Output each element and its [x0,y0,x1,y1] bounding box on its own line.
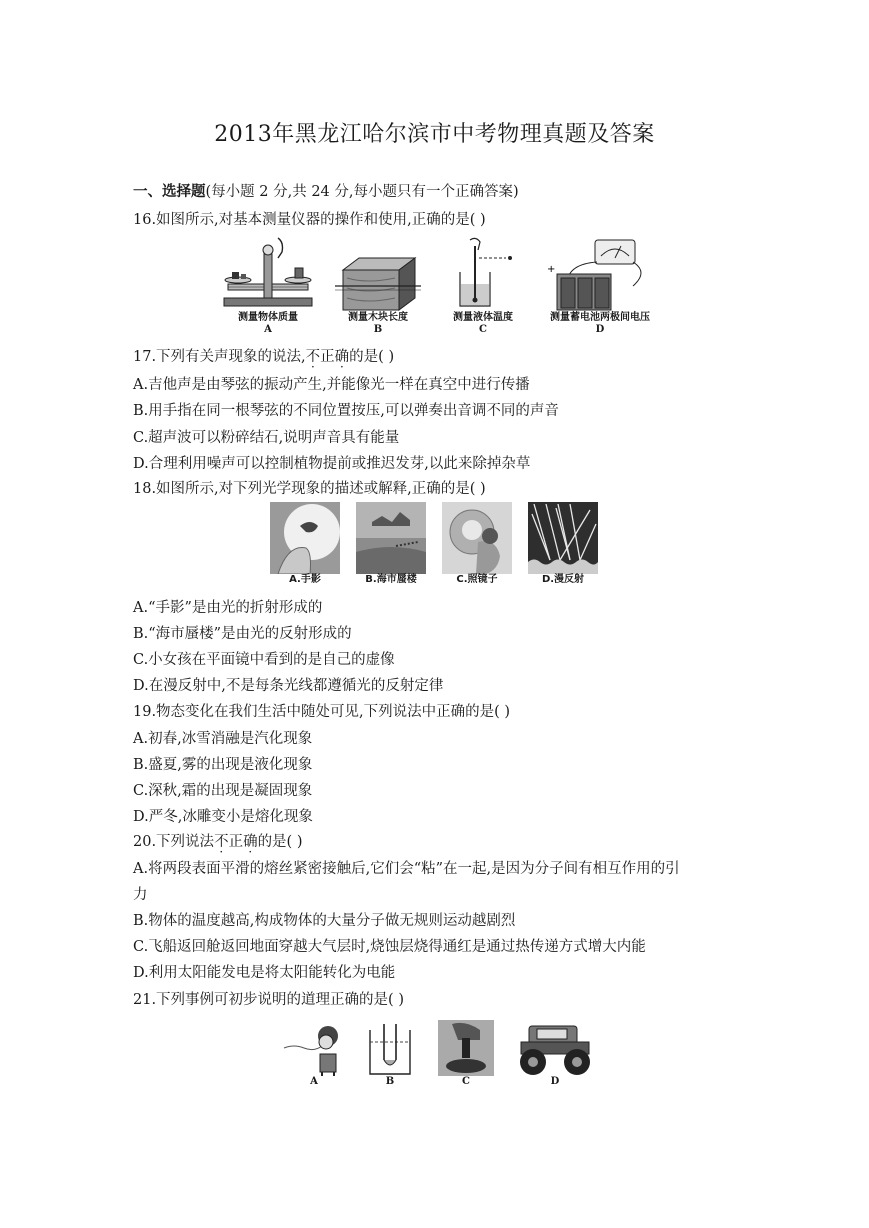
svg-text:+: + [547,264,556,275]
q18-figure-a [268,502,342,586]
q18-caption-a: A.手影 [289,574,321,585]
q17-stem: 17.下列有关声现象的说法,不正确的是( ) [133,349,395,365]
q18-caption-c: C.照镜子 [456,574,498,585]
q18-figure-d [526,502,600,586]
q16-figure-d [542,236,658,335]
q18-caption-b: B.海市蜃楼 [365,574,417,585]
q18-figure-c [440,502,514,586]
thermometer-beaker-icon [448,236,518,312]
q20-option-d: D.利用太阳能发电是将太阳能转化为电能 [133,965,396,981]
q18-figures [268,502,600,586]
q18-option-c: C.小女孩在平面镜中看到的是自己的虚像 [133,652,395,668]
voltmeter-battery-icon [545,236,655,312]
q21-stem: 21.下列事例可初步说明的道理正确的是( ) [133,992,404,1008]
section-note: (每小题 2 分,共 24 分,每小题只有一个正确答案) [205,184,519,200]
q21-figures [282,1020,600,1087]
q21-figure-c [434,1020,498,1087]
q19-option-a: A.初春,冰雪消融是汽化现象 [133,731,313,747]
q20-option-a: A.将两段表面平滑的熔丝紧密接触后,它们会“粘”在一起,是因为分子间有相互作用的引 [133,861,680,877]
q16-letter-b: B [373,324,383,335]
page-title: 2013年黑龙江哈尔滨市中考物理真题及答案 [214,122,655,147]
q16-letter-c: C [479,324,487,335]
q16-figure-c [438,236,528,335]
q18-caption-d: D.漫反射 [541,574,585,585]
q18-option-b: B.“海市蜃楼”是由光的反射形成的 [133,626,352,642]
q20-option-b: B.物体的温度越高,构成物体的大量分子做无规则运动越剧烈 [133,913,516,929]
q20-option-c: C.飞船返回舱返回地面穿越大气层时,烧蚀层烧得通红是通过热传递方式增大内能 [133,939,646,955]
balance-scale-icon [218,236,318,312]
q16-letter-a: A [264,324,272,335]
q16-caption-a: 测量物体质量 [238,312,298,323]
q16-stem: 16.如图所示,对基本测量仪器的操作和使用,正确的是( ) [133,212,486,228]
mirage-photo-icon [356,502,426,574]
q20-option-a-cont: 力 [133,887,148,903]
emphasis-dot-char: 确 [243,834,258,850]
q16-figure-a [218,236,318,335]
q19-option-b: B.盛夏,雾的出现是液化现象 [133,757,313,773]
q19-option-c: C.深秋,霜的出现是凝固现象 [133,783,313,799]
section-heading [133,180,519,201]
q18-option-d: D.在漫反射中,不是每条光线都遵循光的反射定律 [133,678,444,694]
q21-letter-b: B [385,1076,395,1087]
q21-figure-d [510,1020,600,1087]
q16-figure-b [328,236,428,335]
monster-truck-icon [511,1020,599,1076]
emphasis-dot-char: 不 [214,834,229,850]
section-label: 一、选择题 [133,183,206,200]
q20-stem: 20.下列说法不正确的是( ) [133,834,303,850]
q16-letter-d: D [595,324,605,335]
q19-option-d: D.严冬,冰雕变小是熔化现象 [133,809,313,825]
q17-option-a: A.吉他声是由琴弦的振动产生,并能像光一样在真空中进行传播 [133,377,530,393]
q17-option-c: C.超声波可以粉碎结石,说明声音具有能量 [133,430,400,446]
q19-stem: 19.物态变化在我们生活中随处可见,下列说法中正确的是( ) [133,704,511,720]
boy-blowing-icon [282,1020,346,1076]
q21-letter-a: A [310,1076,318,1087]
emphasis-dot-char: 确 [334,349,350,365]
mirror-girl-photo-icon [442,502,512,574]
hand-shadow-photo-icon [270,502,340,574]
ruler-block-icon [333,236,423,312]
q21-letter-d: D [550,1076,560,1087]
q21-letter-c: C [462,1076,470,1087]
q17-option-d: D.合理利用噪声可以控制植物提前或推迟发芽,以此来除掉杂草 [133,456,531,472]
q18-stem: 18.如图所示,对下列光学现象的描述或解释,正确的是( ) [133,481,486,497]
q16-caption-c: 测量液体温度 [453,312,513,323]
q16-caption-b: 测量木块长度 [348,312,408,323]
q18-figure-b [354,502,428,586]
q16-figures [218,236,658,335]
q18-option-a: A.“手影”是由光的折射形成的 [133,600,323,616]
emphasis-dot-char: 不 [305,349,321,365]
q21-figure-b [358,1020,422,1087]
q16-caption-d: 测量蓄电池两极间电压 [550,312,650,323]
q17-option-b: B.用手指在同一根琴弦的不同位置按压,可以弹奏出音调不同的声音 [133,403,559,419]
beaker-pressure-icon [362,1020,418,1076]
hand-device-photo-icon [438,1020,494,1076]
diffuse-reflection-icon [528,502,598,574]
q21-figure-a [282,1020,346,1087]
